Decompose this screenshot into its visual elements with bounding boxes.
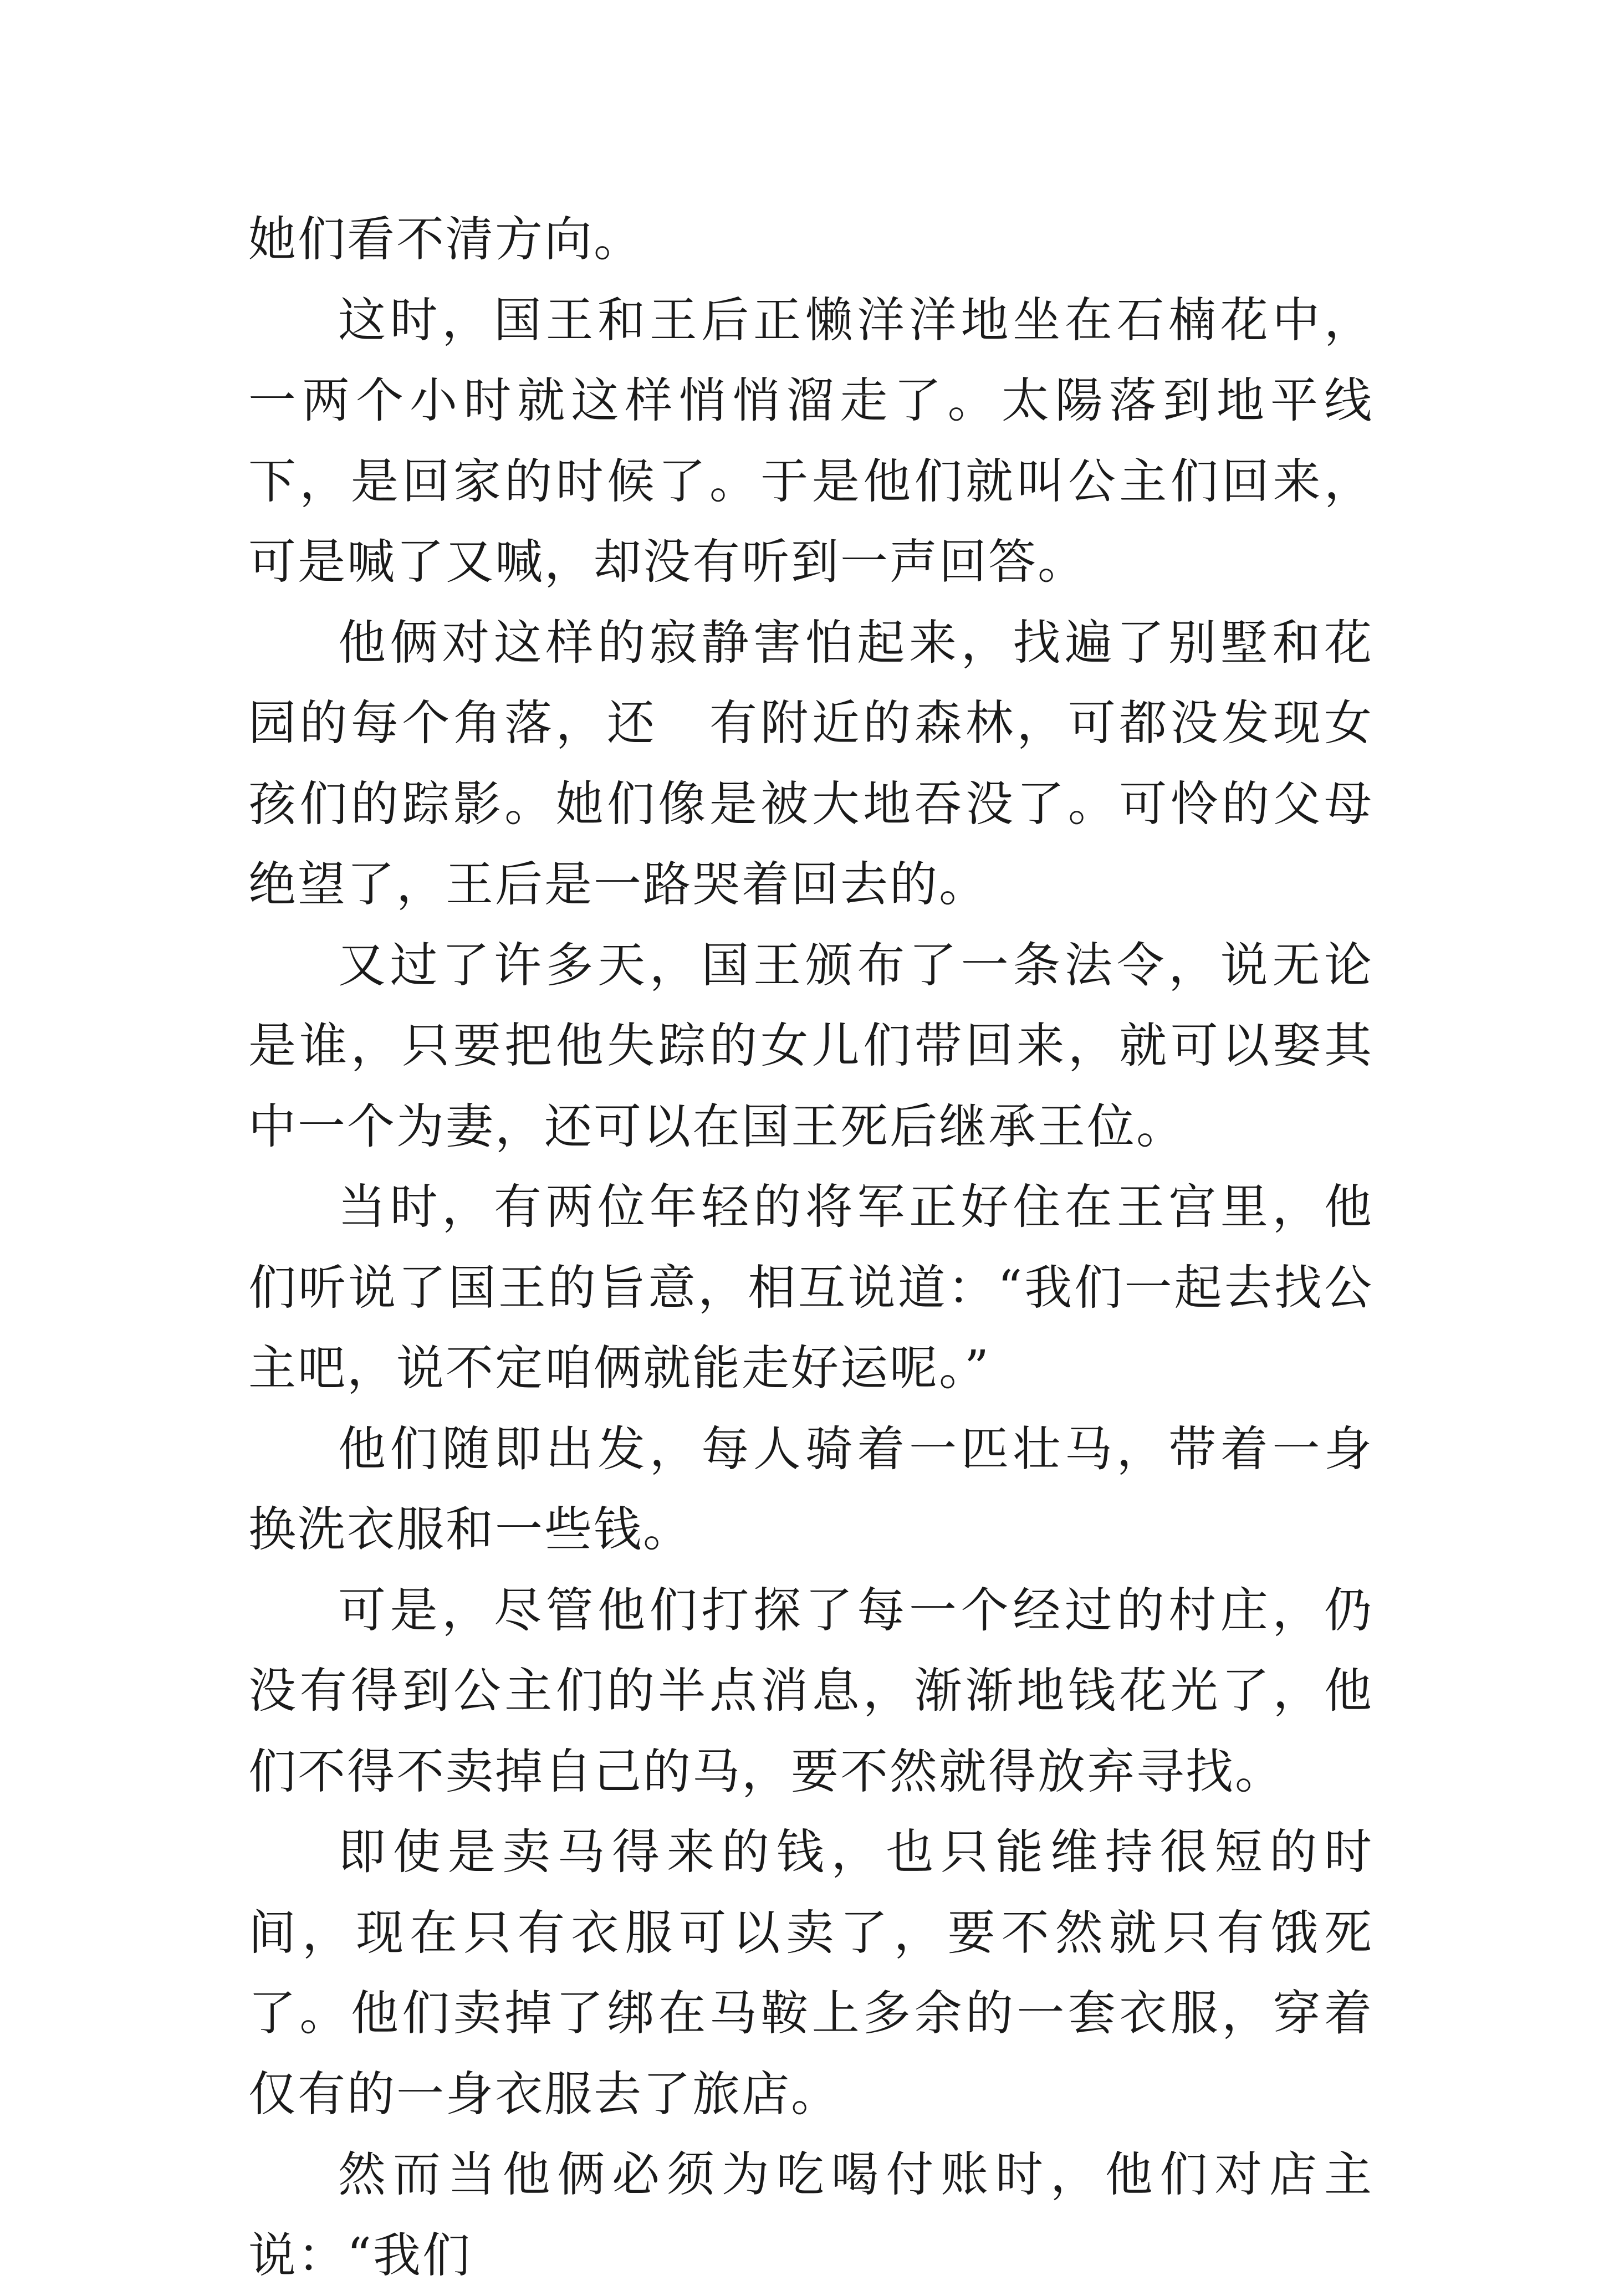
paragraph-4: 又过了许多天，国王颁布了一条法令，说无论是谁，只要把他失踪的女儿们带回来，就可以娶其中一个为妻，还可以在国王死后继承王位。 — [248, 937, 1373, 1154]
paragraph-6: 他们随即出发，每人骑着一匹壮马，带着一身换洗衣服和一些钱。 — [248, 1421, 1373, 1557]
body-text — [248, 200, 1373, 2296]
paragraph-1: 她们看不清方向。 — [248, 212, 643, 267]
paragraph-2: 这时，国王和王后正懒洋洋地坐在石楠花中，一两个小时就这样悄悄溜走了。太陽落到地平线下，是回家的时候了。于是他们就叫公主们回来，可是喊了又喊，却没有听到一声回答。 — [248, 292, 1373, 590]
paragraph-3: 他俩对这样的寂静害怕起来，找遍了别墅和花园的每个角落，还 有附近的森林，可都没发现女孩们的踪影。她们像是被大地吞没了。可怜的父母绝望了，王后是一路哭着回去的。 — [248, 615, 1373, 912]
paragraph-5: 当时，有两位年轻的将军正好住在王宫里，他们听说了国王的旨意，相互说道：“我们一起去找公主吧，说不定咱俩就能走好运呢。” — [248, 1179, 1373, 1396]
paragraph-9: 然而当他俩必须为吃喝付账时，他们对店主说：“我们 — [248, 2147, 1373, 2283]
paragraph-7: 可是，尽管他们打探了每一个经过的村庄，仍没有得到公主们的半点消息，渐渐地钱花光了，他们不得不卖掉自己的马，要不然就得放弃寻找。 — [248, 1582, 1373, 1799]
paragraph-8: 即使是卖马得来的钱，也只能维持很短的时间，现在只有衣服可以卖了，要不然就只有饿死了。他们卖掉了绑在马鞍上多余的一套衣服，穿着仅有的一身衣服去了旅店。 — [248, 1824, 1373, 2122]
